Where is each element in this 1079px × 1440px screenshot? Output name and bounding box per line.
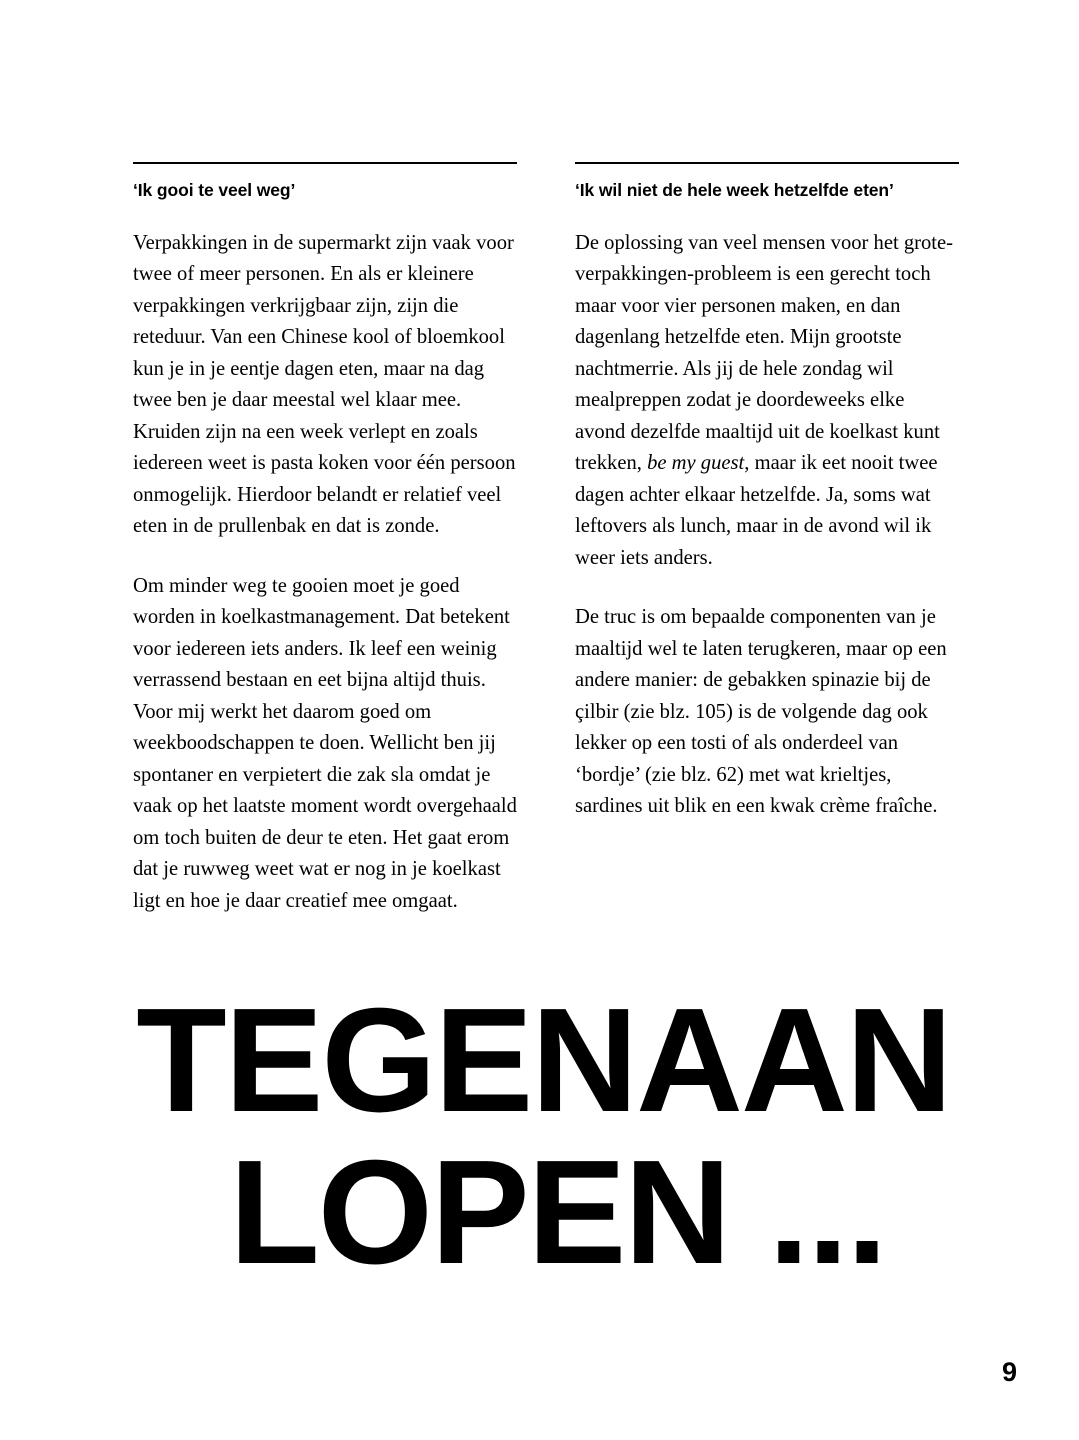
display-title-line-1: TEGENAAN [136, 978, 951, 1143]
column-heading-right: ‘Ik wil niet de hele week hetzelfde eten’ [575, 180, 894, 200]
paragraph-italic-phrase: be my guest [647, 452, 745, 475]
column-left [133, 162, 517, 917]
paragraph: Om minder weg te gooien moet je goed worden in koelkastmanagement. Dat betekent voor iedereen iets anders. Ik leef een weinig verrassend bestaan en eet bijna altijd thuis. Voor mij werkt het daarom goed om weekboodschappen te doen. Wellicht ben jij spontaner en verpietert die zak sla omdat je vaak op het laatste moment wordt overgehaald om toch buiten de deur te eten. Het gaat erom dat je ruwweg weet wat er nog in je koelkast ligt en hoe je daar creatief mee omgaat. [133, 574, 517, 912]
paragraph-text-before-italic: De oplossing van veel mensen voor het grote-verpakkingen-probleem is een gerecht toch maar voor vier personen maken, en dan dagenlang hetzelfde eten. Mijn grootste nachtmerrie. Als jij de hele zondag wil mealpreppen zodat je doordeweeks elke avond dezelfde maaltijd uit de koelkast kunt trekken, [575, 231, 954, 475]
column-rule-right [575, 162, 959, 164]
column-right [575, 162, 959, 917]
paragraph: Verpakkingen in de supermarkt zijn vaak voor twee of meer personen. En als er kleinere verpakkingen verkrijgbaar zijn, zijn die reteduur. Van een Chinese kool of bloemkool kun je in je eentje dagen eten, maar na dag twee ben je daar meestal wel klaar mee. Kruiden zijn na een week verlept en zoals iedereen weet is pasta koken voor één persoon onmogelijk. Hierdoor belandt er relatief veel eten in de prullenbak en dat is zonde. [133, 231, 516, 538]
column-heading-left: ‘Ik gooi te veel weg’ [133, 180, 296, 200]
page-number: 9 [1001, 1357, 1017, 1387]
display-title-line-2: LOPEN ... [229, 1130, 886, 1295]
paragraph: De truc is om bepaalde componenten van je maaltijd wel te laten terugkeren, maar op een andere manier: de gebakken spinazie bij de çilbir (zie blz. 105) is de volgende dag ook lekker op een tosti of als onderdeel van ‘bordje’ (zie blz. 62) met wat krieltjes, sardines uit blik en een kwak crème fraîche. [575, 606, 947, 818]
article-columns [133, 162, 960, 917]
paragraph [575, 228, 959, 575]
paragraph-text-after-italic: , maar ik eet nooit twee dagen achter elkaar hetzelfde. Ja, soms wat leftovers als lunch, maar in de avond wil ik weer iets anders. [575, 452, 938, 569]
display-title [0, 978, 1079, 1295]
column-rule-left [133, 162, 517, 164]
